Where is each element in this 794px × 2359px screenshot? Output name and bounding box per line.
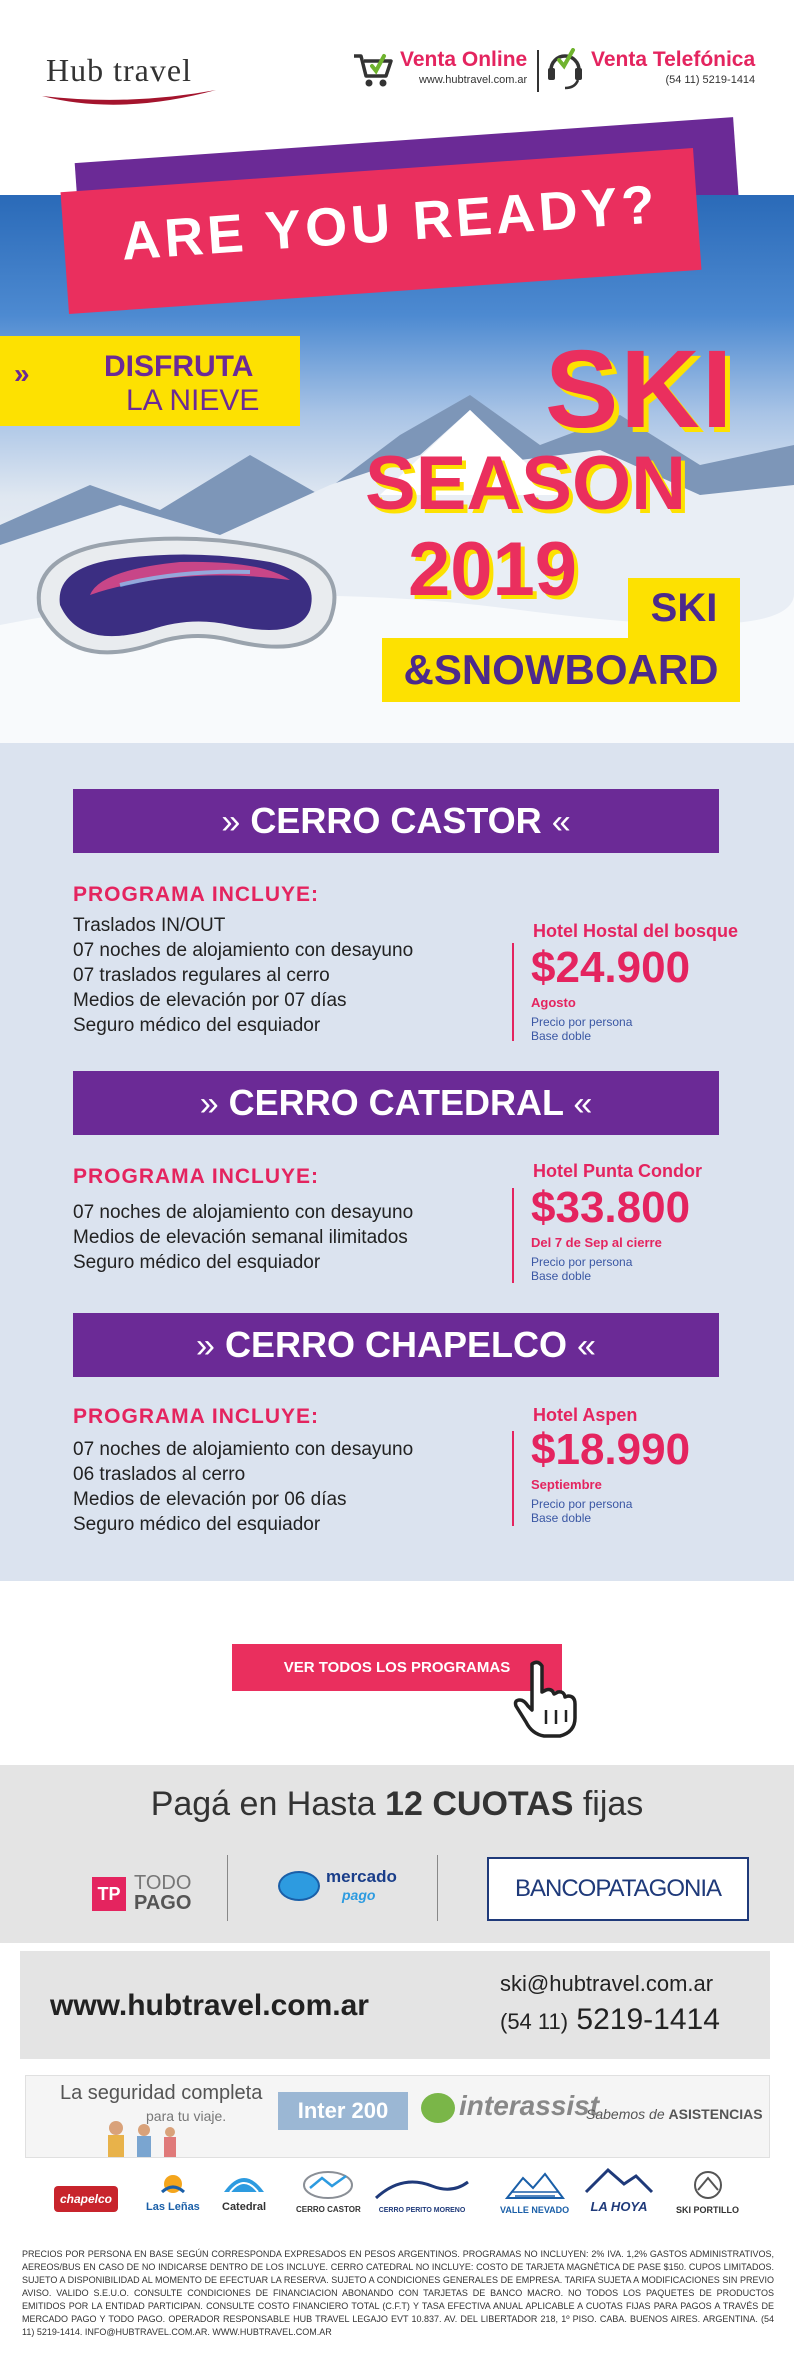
- resort-name: Catedral: [222, 2201, 267, 2213]
- resort-logo-chapelco: [54, 2186, 118, 2212]
- program-incluye-label: PROGRAMA INCLUYE:: [73, 883, 320, 906]
- payments-section: [0, 1765, 794, 1943]
- list-item: 06 traslados al cerro: [73, 1464, 246, 1485]
- price-note-base: Base doble: [531, 1269, 592, 1283]
- chevron-right-icon: »: [196, 1327, 215, 1365]
- program-incluye-label: PROGRAMA INCLUYE:: [73, 1165, 320, 1188]
- chevron-right-icon: »: [221, 803, 241, 841]
- price-note: Precio por persona: [531, 1497, 633, 1511]
- resort-logo-las-lenas: [146, 2172, 200, 2213]
- resort-logo-catedral: [222, 2170, 266, 2213]
- insurance-slogan-sub: para tu viaje.: [146, 2108, 227, 2124]
- program-incluye-label: PROGRAMA INCLUYE:: [73, 1405, 320, 1428]
- program-items-catedral: [73, 1200, 493, 1275]
- phone-prefix: (54 11): [500, 2009, 569, 2034]
- todo-pago-icon: TP: [92, 1877, 126, 1911]
- disfruta-badge: [0, 336, 300, 426]
- insurance-tagline: [586, 2106, 763, 2122]
- phone-digits: 5219-1414: [576, 2003, 720, 2036]
- price: $18.990: [531, 1425, 691, 1474]
- resort-name: SKI PORTILLO: [676, 2205, 739, 2215]
- snowboard-badge: &SNOWBOARD: [382, 638, 740, 702]
- contact-section: [20, 1951, 770, 2059]
- price-note-base: Base doble: [531, 1029, 592, 1043]
- email-link[interactable]: ski@hubtravel.com.ar: [500, 1971, 714, 1996]
- perito-moreno-icon: [372, 2172, 472, 2202]
- price-date: Agosto: [531, 995, 576, 1010]
- payments-title-post: fijas: [573, 1785, 644, 1823]
- list-item: Traslados IN/OUT: [73, 915, 226, 936]
- disfruta-line2: LA NIEVE: [126, 384, 260, 417]
- list-item: 07 noches de alojamiento con desayuno: [73, 1202, 414, 1223]
- interassist-icon: [421, 2093, 455, 2123]
- price-note: Precio por persona: [531, 1015, 633, 1029]
- payments-divider: [437, 1855, 438, 1921]
- ski-heading: SKI: [545, 328, 735, 451]
- payments-title: [0, 1785, 794, 1824]
- banco-patagonia-logo[interactable]: BANCOPATAGONIA: [487, 1857, 749, 1921]
- disfruta-line1: DISFRUTA: [104, 350, 254, 383]
- resort-logo-cerro-castor: [296, 2170, 361, 2214]
- payments-title-bold: 12 CUOTAS: [385, 1785, 574, 1823]
- venta-telefonica[interactable]: [591, 48, 755, 86]
- price-note: Precio por persona: [531, 1255, 633, 1269]
- price-date: Del 7 de Sep al cierre: [531, 1235, 662, 1250]
- programs-section: [0, 743, 794, 1581]
- list-item: Seguro médico del esquiador: [73, 1015, 321, 1036]
- venta-online-title: Venta Online: [400, 48, 528, 71]
- ski-portillo-icon: [688, 2170, 728, 2200]
- insurance-plan-badge: Inter 200: [278, 2092, 408, 2130]
- resort-name: CERRO CASTOR: [296, 2205, 361, 2214]
- program-name: CERRO CASTOR: [250, 800, 542, 841]
- mercado-pago-l2: pago: [342, 1887, 376, 1903]
- resort-logo-valle-nevado: [500, 2170, 569, 2215]
- chevron-left-icon: «: [577, 1327, 596, 1365]
- headset-icon: [545, 48, 585, 92]
- pointer-hand-icon: [510, 1660, 590, 1740]
- sun-icon: [158, 2172, 188, 2196]
- price-divider: [512, 1188, 514, 1283]
- valle-nevado-icon: [505, 2170, 565, 2200]
- program-header-chapelco[interactable]: [73, 1313, 719, 1377]
- ski-goggles-illustration: [30, 500, 350, 670]
- mercado-pago-handshake-icon: [278, 1871, 320, 1901]
- venta-telefonica-number[interactable]: (54 11) 5219-1414: [665, 74, 756, 86]
- resort-logo-ski-portillo: [676, 2170, 739, 2215]
- list-item: Medios de elevación semanal ilimitados: [73, 1227, 408, 1248]
- list-item: Medios de elevación por 06 días: [73, 1489, 347, 1510]
- insurance-tagline-bold: ASISTENCIAS: [668, 2106, 763, 2122]
- list-item: 07 traslados regulares al cerro: [73, 965, 330, 986]
- chevron-left-icon: «: [551, 803, 571, 841]
- list-item: 07 noches de alojamiento con desayuno: [73, 1439, 414, 1460]
- header-divider: [537, 50, 539, 92]
- interassist-banner[interactable]: [25, 2075, 770, 2158]
- resort-name: chapelco: [54, 2186, 118, 2212]
- logo-swoosh-icon: [40, 86, 220, 110]
- price-note-base: Base doble: [531, 1511, 592, 1525]
- price-divider: [512, 943, 514, 1041]
- todo-pago-l2: PAGO: [134, 1892, 192, 1914]
- legal-disclaimer: PRECIOS POR PERSONA EN BASE SEGÚN CORRESPONDA EXPRESADOS EN PESOS ARGENTINOS. PROGRAMAS NO INCLUYEN: 2% IVA. 1,2% GASTOS ADMINISTRATIVOS, AEREOS/BUS EN CASO DE NO INDICARSE DENTRO DE LOS INCLUYE. CERRO CATEDRAL NO INCLUYE: COSTO DE TARJETA MAGNÉTICA DE PASE $150. CUPOS LIMITADOS. SUJETO A DISPONIBILIDAD AL MOMENTO DE EFECTUAR LA RESERVA. SUJETO A CONDICIONES GENERALES DE EMPRESA. TARIFA SUJETA A MODIFICACIONES SIN PREVIO AVISO. VALIDO S.E.U.O. CONSULTE CONDICIONES DE FINANCIACION ABONANDO CON TARJETAS DE BANCO MACRO. NO TODOS LOS PAQUETES DE PRODUCTOS EMITIDOS POR LA ENTIDAD PARTICIPAN. CONSULTE COSTO FINANCIERO TOTAL (C.F.T) Y TASA EFECTIVA ANUAL APLICABLE A CUOTAS FIJAS PARA PAGOS A TRAVÉS DE MERCADO PAGO Y TODO PAGO. OPERADOR RESPONSABLE HUB TRAVEL LEGAJO EVT 10.837. AV. DEL LIBERTADOR 218, 1º PISO. CABA. BUENOS AIRES. ARGENTINA. (54 11) 5219-1414. INFO@HUBTRAVEL.COM.AR. WWW.HUBTRAVEL.COM.AR: [22, 2249, 774, 2337]
- disfruta-arrows: »: [14, 358, 30, 389]
- chevron-left-icon: «: [573, 1085, 593, 1123]
- price: $24.900: [531, 943, 691, 992]
- resort-name: CERRO PERITO MORENO: [378, 2207, 466, 2214]
- shopping-cart-icon: [352, 50, 394, 90]
- resort-name: LA HOYA: [590, 2199, 648, 2214]
- year-heading: 2019: [408, 527, 578, 612]
- todo-pago-l1: TODO: [134, 1872, 192, 1894]
- website-link[interactable]: www.hubtravel.com.ar: [50, 1989, 369, 2022]
- resort-name: Las Leñas: [146, 2201, 200, 2213]
- ready-title: ARE YOU READY?: [119, 174, 661, 272]
- chevron-right-icon: »: [199, 1085, 219, 1123]
- castor-icon: [302, 2170, 354, 2200]
- resort-logo-perito-moreno: [372, 2172, 472, 2214]
- payments-divider: [227, 1855, 228, 1921]
- program-items-castor: [73, 913, 493, 1038]
- header: [0, 0, 794, 125]
- mercado-pago-l1: mercado: [326, 1867, 397, 1886]
- venta-online[interactable]: [400, 48, 527, 86]
- travelers-illustration: [86, 2118, 246, 2158]
- ski-badge: SKI: [628, 578, 740, 638]
- catedral-icon: [222, 2170, 266, 2196]
- price: $33.800: [531, 1183, 691, 1232]
- program-name: CERRO CATEDRAL: [228, 1082, 564, 1123]
- hotel-name: Hotel Punta Condor: [533, 1161, 702, 1181]
- price-divider: [512, 1431, 514, 1526]
- phone-number[interactable]: [500, 2003, 720, 2037]
- list-item: Seguro médico del esquiador: [73, 1514, 321, 1535]
- list-item: Medios de elevación por 07 días: [73, 990, 347, 1011]
- hotel-name: Hotel Hostal del bosque: [533, 921, 739, 941]
- resort-logos: [40, 2162, 760, 2232]
- program-header-catedral[interactable]: [73, 1071, 719, 1135]
- resort-logo-la-hoya: [584, 2166, 654, 2214]
- season-heading: SEASON: [365, 441, 686, 526]
- hubtravel-logo[interactable]: [46, 52, 192, 89]
- logo-text: Hub travel: [46, 52, 192, 88]
- resort-name: VALLE NEVADO: [500, 2205, 570, 2215]
- interassist-logo: [421, 2090, 599, 2123]
- insurance-slogan: La seguridad completa: [60, 2082, 263, 2104]
- la-hoya-icon: [584, 2166, 654, 2194]
- program-header-castor[interactable]: [73, 789, 719, 853]
- todo-pago-text: [134, 1873, 191, 1913]
- program-name: CERRO CHAPELCO: [224, 1324, 568, 1365]
- interassist-brand: interassist: [459, 2090, 600, 2121]
- venta-telefonica-title: Venta Telefónica: [591, 48, 756, 71]
- program-items-chapelco: [73, 1437, 493, 1537]
- list-item: 07 noches de alojamiento con desayuno: [73, 940, 414, 961]
- insurance-tagline-pre: Sabemos de: [586, 2106, 669, 2122]
- payments-title-pre: Pagá en Hasta: [150, 1785, 386, 1823]
- hotel-name: Hotel Aspen: [533, 1405, 638, 1425]
- list-item: Seguro médico del esquiador: [73, 1252, 321, 1273]
- venta-online-url[interactable]: www.hubtravel.com.ar: [418, 74, 528, 86]
- ver-todos-button[interactable]: VER TODOS LOS PROGRAMAS: [232, 1644, 562, 1691]
- price-date: Septiembre: [531, 1477, 602, 1492]
